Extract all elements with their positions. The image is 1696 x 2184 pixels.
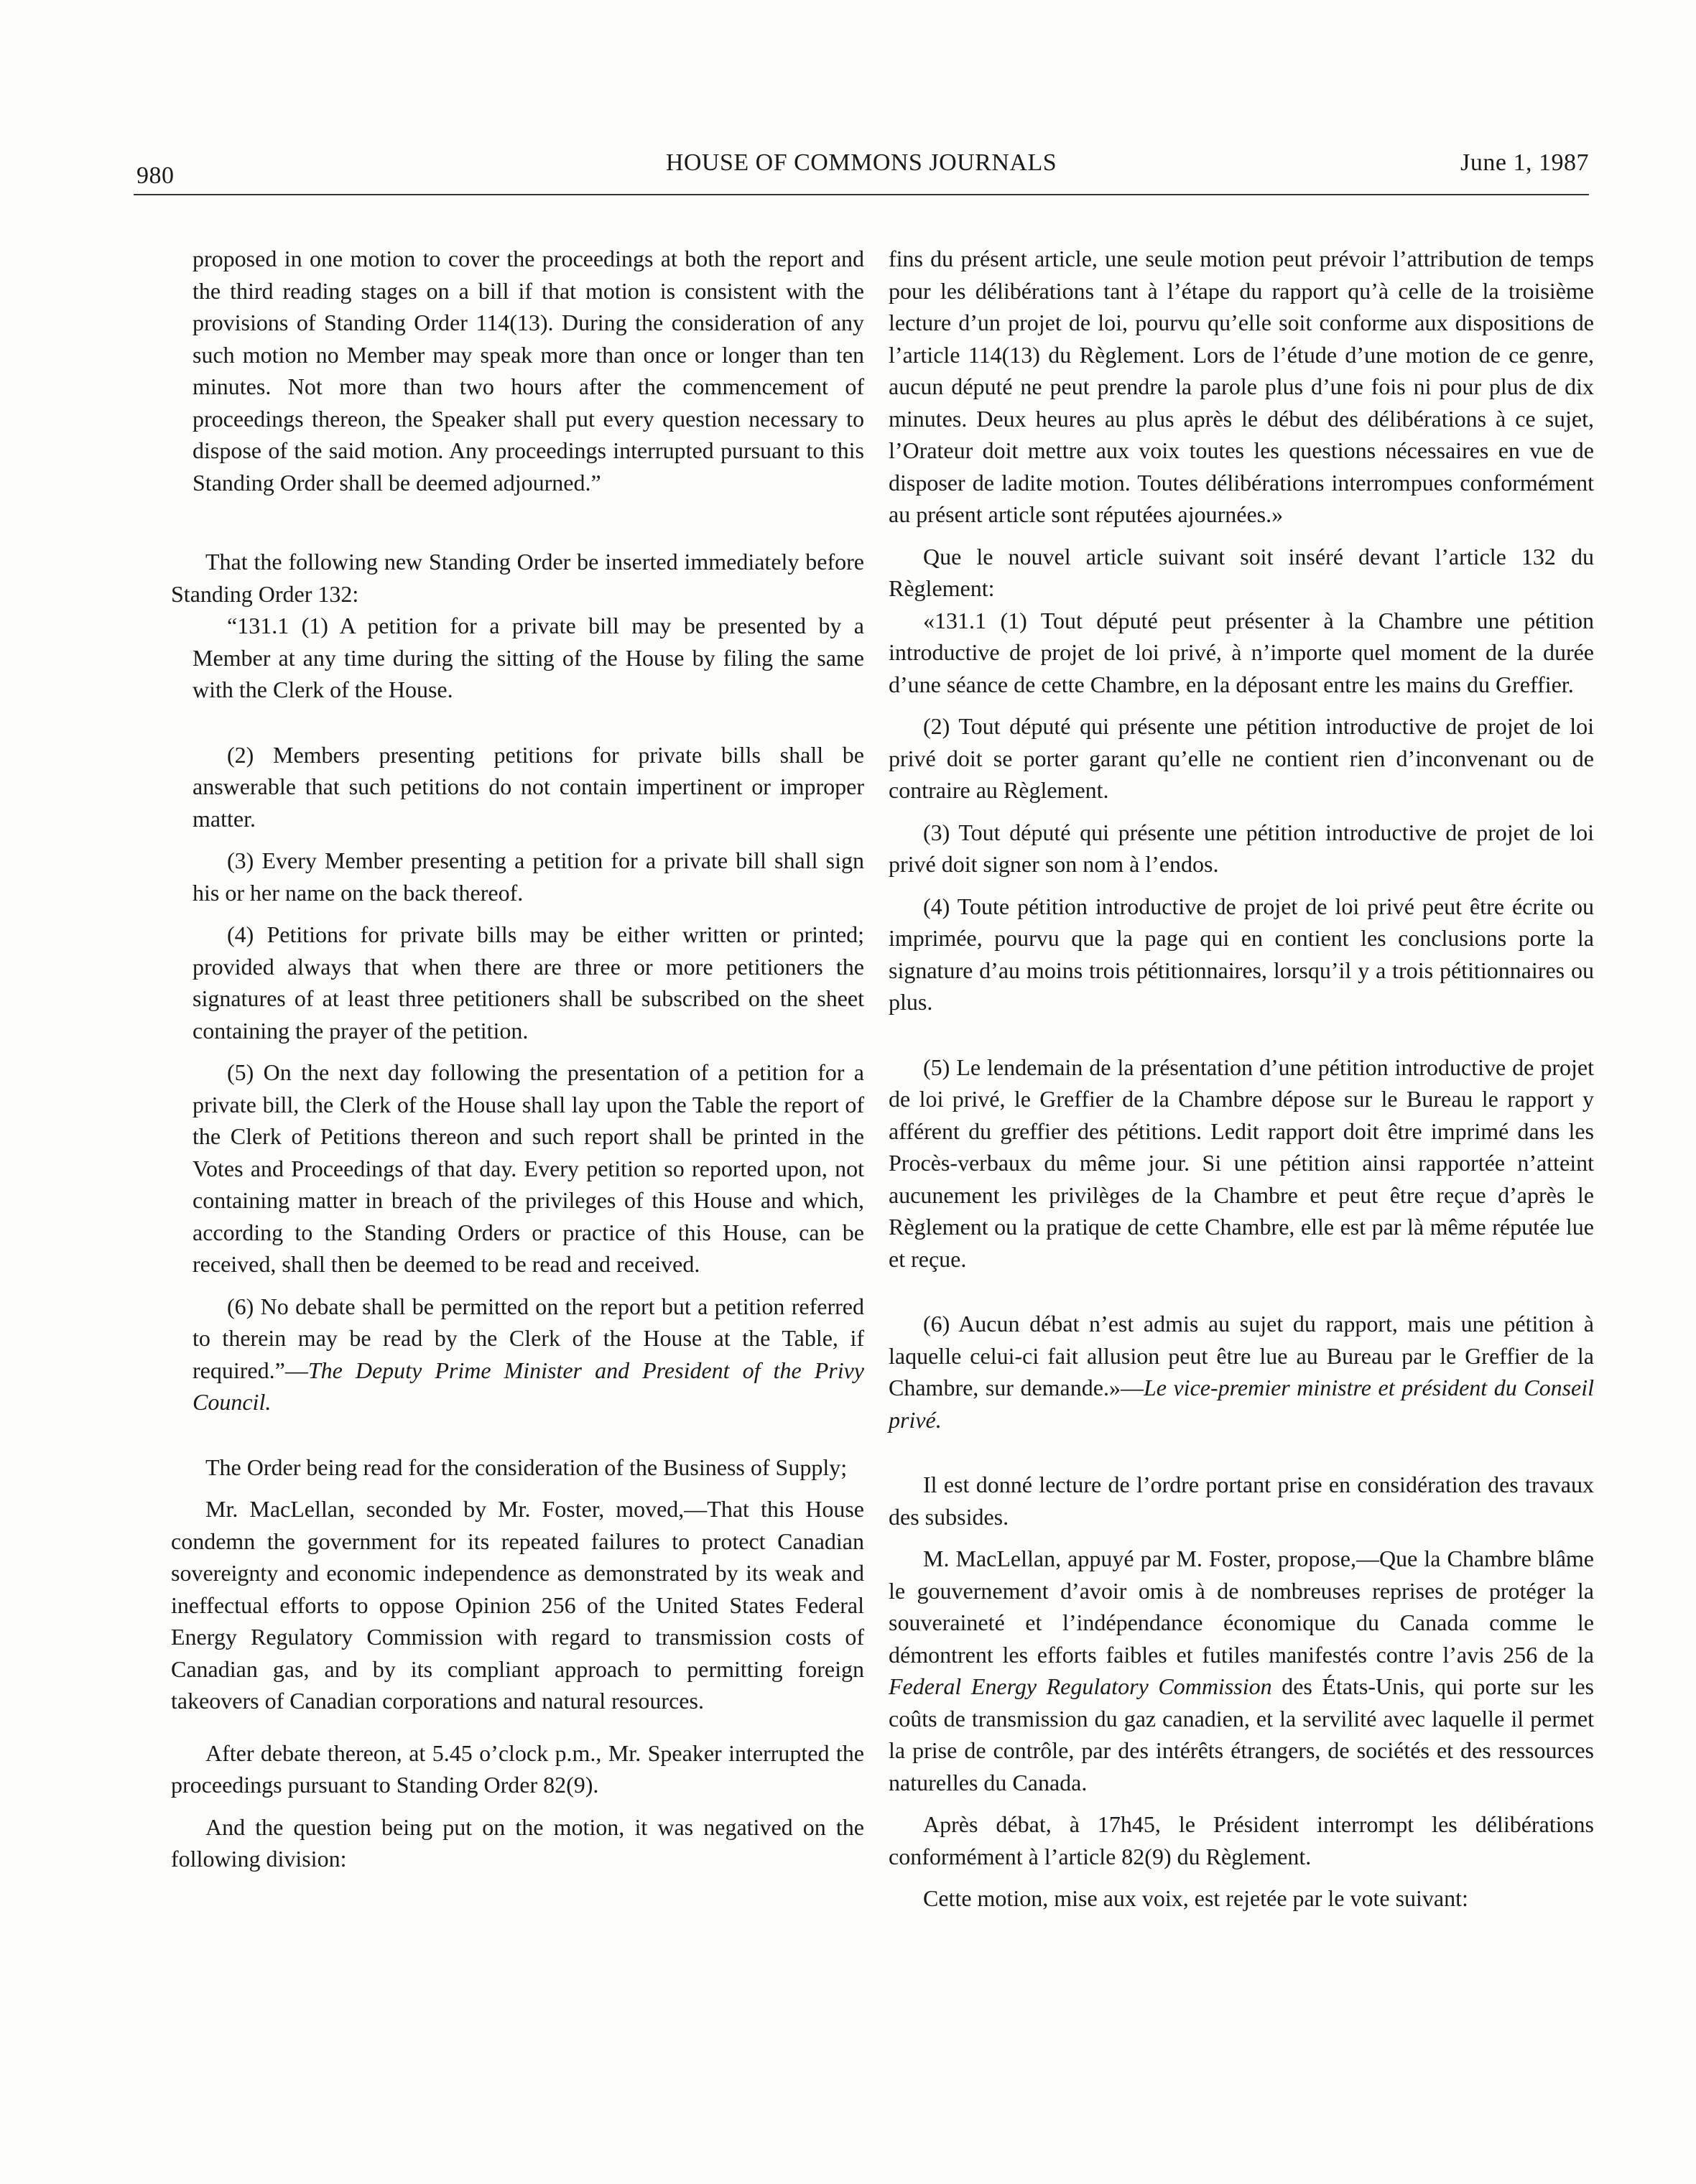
petition-clause-2: (2) Members presenting petitions for private bills shall be answerable that such petitions do not contain impertinent or improper matter. [193,741,864,832]
standing-order-continuation: proposed in one motion to cover the proceedings at both the report and the third reading stages on a bill if that motion is consistent with the provisions of Standing Order 114(13). During the consideration of any such motion no Member may speak more than once or longer than ten minutes. Not more than two hours after the commencement of proceedings thereon, the Speaker shall put every question necessary to dispose of the said motion. Any proceedings interrupted pursuant to this Standing Order shall be deemed adjourned.” [193,246,864,496]
petition-clause-4-fr: (4) Toute pétition introductive de projet de loi privé peut être écrite ou imprimée, pourvu que la page qui en contient les conclusions porte la signature d’au moins trois pétitionnaires, lorsqu’il y a trois pétitionnaires ou plus. [889,893,1594,1015]
petition-clause-1: “131.1 (1) A petition for a private bill may be presented by a Member at any time during the sitting of the House by filing the same with the Clerk of the House. [193,613,864,702]
page-number: 980 [136,162,175,189]
petition-clause-5-fr: (5) Le lendemain de la présentation d’une pétition introductive de projet de loi privé, le Greffier de la Chambre dépose sur le Bureau le rapport y afférent du greffier des pétitions. Ledit rapport doit être imprimé dans les Procès-verbaux du même jour. Si une pétition ainsi rapportée n’atteint aucunement les privilèges de la Chambre et peut être reçue d’après le Règlement ou la pratique de cette Chambre, elle est par là même réputée lue et reçue. [889,1054,1594,1272]
order-read-paragraph-fr: Il est donné lecture de l’ordre portant prise en considération des travaux des subsides. [889,1472,1594,1530]
motion-text-a: M. MacLellan, appuyé par M. Foster, propose,—Que la Chambre blâme le gouvernement d’avoir omis à de nombreuses reprises de protéger la souveraineté et l’indépendance économique du Canada comme le démontrent les efforts faibles et futiles manifestés contre l’avis 256 de la [889,1546,1594,1668]
division-paragraph: And the question being put on the motion, it was negatived on the following division: [171,1813,864,1872]
division-paragraph-fr: Cette motion, mise aux voix, est rejetée par le vote suivant: [923,1885,1468,1911]
journal-title: HOUSE OF COMMONS JOURNALS [665,149,1057,176]
petition-clause-1-fr: «131.1 (1) Tout député peut présenter à la Chambre une pétition introductive de projet de loi privé, à n’importe quel moment de la durée d’une séance de cette Chambre, en la déposant entre les mains du Greffier. [889,607,1594,697]
petition-clause-4: (4) Petitions for private bills may be either written or printed; provided always that when there are three or more petitioners the signatures of at least three petitioners shall be subscribed on the sheet containing the prayer of the petition. [193,921,864,1044]
petition-clause-3: (3) Every Member presenting a petition for a private bill shall sign his or her name on the back thereof. [193,847,864,906]
running-header [134,144,1589,195]
order-read-paragraph: The Order being read for the consideration of the Business of Supply; [205,1454,848,1480]
header-date: June 1, 1987 [1460,149,1589,176]
motion-paragraph: Mr. MacLellan, seconded by Mr. Foster, moved,—That this House condemn the government for its repeated failures to protect Canadian sovereignty and economic independence as demonstrated by its weak and ineffectual efforts to oppose Opinion 256 of the United States Federal Energy Regulatory Commission with regard to transmission costs of Canadian gas, and by its compliant approach to permitting foreign takeovers of Canadian corporations and natural resources. [171,1496,864,1714]
petition-clause-6 [193,1291,864,1418]
petition-clause-6-fr [889,1308,1594,1436]
petition-clause-2-fr: (2) Tout député qui présente une pétition introductive de projet de loi privé doit se porter garant qu’elle ne contient rien d’inconvenant ou de contraire au Règlement. [889,713,1594,803]
motion-paragraph-fr [889,1543,1594,1798]
mover-attribution: The Deputy Prime Minister and President of the Privy Council. [193,1357,864,1415]
petition-clause-6-fr-text: (6) Aucun débat n’est admis au sujet du rapport, mais une pétition à laquelle celui-ci fait allusion peut être lue au Bureau par le Greffier de la Chambre, sur demande.»— [889,1311,1594,1400]
french-column [889,243,1594,1915]
commission-name: Federal Energy Regulatory Commission [889,1673,1272,1699]
insert-article-paragraph: Que le nouvel article suivant soit inséré devant l’article 132 du Règlement: [889,543,1594,601]
mover-attribution-fr: Le vice-premier ministre et président du Conseil privé. [889,1375,1595,1433]
debate-paragraph-fr: Après débat, à 17h45, le Président interrompt les délibérations conformément à l’article 82(9) du Règlement. [889,1811,1594,1869]
petition-clause-5: (5) On the next day following the presentation of a petition for a private bill, the Clerk of the House shall lay upon the Table the report of the Clerk of Petitions thereon and such report shall be printed in the Votes and Proceedings of that day. Every petition so reported upon, not containing matter in breach of the privileges of this House and which, according to the Standing Orders or practice of this House, can be received, shall then be deemed to be read and received. [193,1059,864,1277]
motion-text-b: des États-Unis, qui porte sur les coûts de transmission du gaz canadien, et la servilité avec laquelle il permet la prise de contrôle, par des intérêts étrangers, de sociétés et des ressources naturelles du Canada. [889,1673,1595,1795]
petition-clause-3-fr: (3) Tout député qui présente une pétition introductive de projet de loi privé doit signer son nom à l’endos. [889,819,1594,877]
debate-paragraph: After debate thereon, at 5.45 o’clock p.m., Mr. Speaker interrupted the proceedings pursuant to Standing Order 82(9). [171,1739,864,1798]
insert-standing-order-paragraph: That the following new Standing Order be inserted immediately before Standing Order 132: [171,549,864,607]
article-continuation: fins du présent article, une seule motion peut prévoir l’attribution de temps pour les délibérations tant à l’étape du rapport qu’à celle de la troisième lecture d’un projet de loi, pourvu qu’elle soit conforme aux dispositions de l’article 114(13) du Règlement. Lors de l’étude d’une motion de ce genre, aucun député ne peut prendre la parole plus d’une fois ni pour plus de dix minutes. Deux heures au plus après le début des délibérations à ce sujet, l’Orateur doit mettre aux voix toutes les questions nécessaires en vue de disposer de ladite motion. Toutes délibérations interrompues conformément au présent article sont réputées ajournées.» [889,246,1594,527]
english-column [171,243,864,1875]
petition-clause-6-text: (6) No debate shall be permitted on the report but a petition referred to therein may be read by the Clerk of the House at the Table, if required.”— [193,1293,864,1383]
